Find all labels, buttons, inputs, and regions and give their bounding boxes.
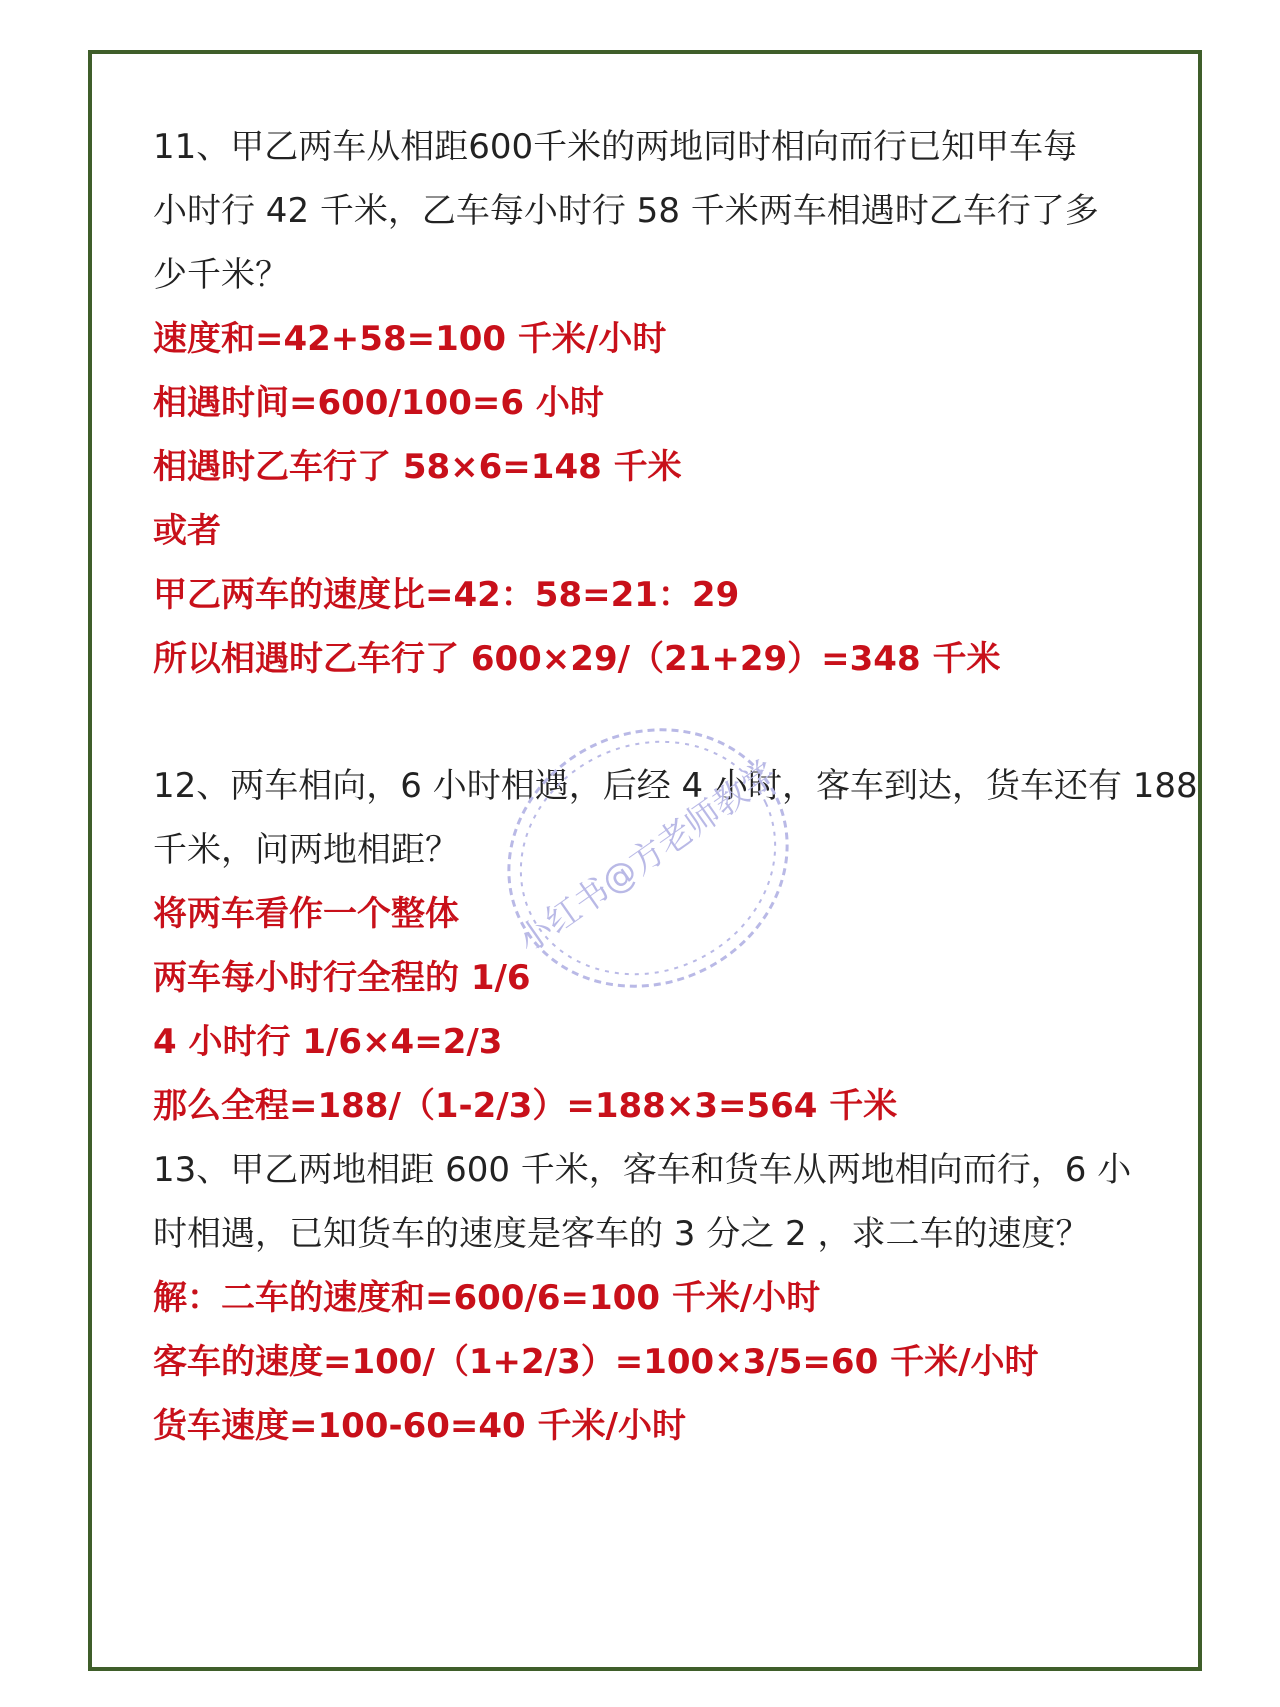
problem-13-question-line-2: 时相遇，已知货车的速度是客车的 3 分之 2 ，求二车的速度？ [153, 1214, 1090, 1254]
problem-13-answer-line-2: 客车的速度=100/（1+2/3）=100×3/5=60 千米/小时 [153, 1342, 1039, 1382]
problem-13-answer-line-1: 解：二车的速度和=600/6=100 千米/小时 [153, 1278, 821, 1318]
problem-11-answer-line-5: 甲乙两车的速度比=42：58=21：29 [153, 575, 740, 615]
problem-11-question-line-1: 11、甲乙两车从相距600千米的两地同时相向而行已知甲车每 [153, 127, 1078, 167]
problem-11-answer-line-4: 或者 [153, 511, 221, 551]
section-gap [153, 691, 1143, 754]
problem-12-answer-line-4: 那么全程=188/（1-2/3）=188×3=564 千米 [153, 1086, 898, 1126]
problem-11 [153, 115, 1143, 691]
problem-12-answer-line-1: 将两车看作一个整体 [153, 894, 459, 934]
watermark-text: 小红书@方老师教学 [510, 753, 785, 962]
problem-11-question-line-2: 小时行 42 千米，乙车每小时行 58 千米两车相遇时乙车行了多 [153, 191, 1099, 231]
problem-11-question-line-3: 少千米？ [153, 255, 289, 295]
document-content [153, 115, 1198, 1458]
problem-13-question-line-1: 13、甲乙两地相距 600 千米，客车和货车从两地相向而行，6 小 [153, 1150, 1132, 1190]
problem-12 [153, 754, 1198, 1138]
problem-12-question-line-2: 千米，问两地相距？ [153, 830, 459, 870]
problem-11-answer-line-1: 速度和=42+58=100 千米/小时 [153, 319, 667, 359]
problem-12-question-line-1: 12、两车相向，6 小时相遇，后经 4 小时，客车到达，货车还有 188 [153, 766, 1198, 806]
problem-11-answer-line-2: 相遇时间=600/100=6 小时 [153, 383, 604, 423]
problem-11-answer-line-6: 所以相遇时乙车行了 600×29/（21+29）=348 千米 [153, 639, 1001, 679]
problem-12-answer-line-2: 两车每小时行全程的 1/6 [153, 958, 531, 998]
problem-13-answer-line-3: 货车速度=100-60=40 千米/小时 [153, 1406, 686, 1446]
problem-11-answer-line-3: 相遇时乙车行了 58×6=148 千米 [153, 447, 682, 487]
problem-12-answer-line-3: 4 小时行 1/6×4=2/3 [153, 1022, 503, 1062]
problem-13 [153, 1138, 1143, 1458]
